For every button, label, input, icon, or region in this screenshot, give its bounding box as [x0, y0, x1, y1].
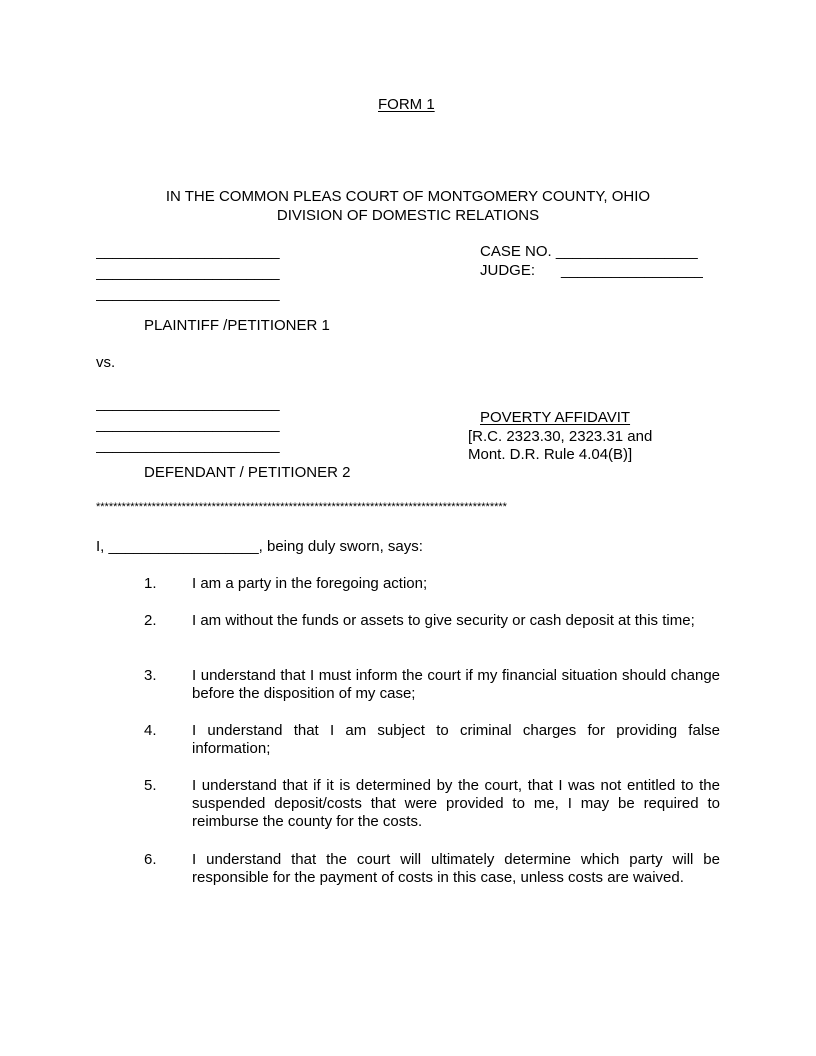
item-text: I am a party in the foregoing action;	[192, 575, 428, 592]
separator-line: ************************************************************************************************	[96, 501, 507, 513]
plaintiff-blank-line-2[interactable]: ______________________	[96, 264, 280, 281]
affidavit-reference-line-1: [R.C. 2323.30, 2323.31 and	[468, 428, 653, 445]
judge-label: JUDGE:	[480, 262, 536, 279]
affidavit-reference-line-2: Mont. D.R. Rule 4.04(B)]	[468, 446, 633, 463]
court-division: DIVISION OF DOMESTIC RELATIONS	[276, 207, 540, 224]
plaintiff-label: PLAINTIFF /PETITIONER 1	[144, 317, 330, 334]
item-number: 2.	[144, 612, 157, 629]
item-text: I understand that I must inform the court if my financial situation should change before the disposition of my case;	[192, 667, 720, 702]
oath-statement: I, __________________, being duly sworn, says:	[96, 538, 423, 555]
defendant-blank-line-3[interactable]: ______________________	[96, 437, 280, 454]
versus-text: vs.	[96, 354, 116, 371]
item-text: I am without the funds or assets to give security or cash deposit at this time;	[192, 612, 695, 629]
case-number-field[interactable]: CASE NO. _________________	[480, 243, 698, 260]
item-number: 3.	[144, 667, 157, 684]
item-number: 1.	[144, 575, 157, 592]
item-number: 4.	[144, 722, 157, 739]
affidavit-title: POVERTY AFFIDAVIT	[480, 409, 631, 426]
item-number: 5.	[144, 777, 157, 794]
court-name: IN THE COMMON PLEAS COURT OF MONTGOMERY COUNTY, OHIO	[165, 188, 651, 205]
item-text: I understand that the court will ultimately determine which party will be responsible for the payment of costs in this case, unless costs are waived.	[192, 851, 720, 886]
plaintiff-blank-line-1[interactable]: ______________________	[96, 243, 280, 260]
item-text: I understand that if it is determined by the court, that I was not entitled to the suspended deposit/costs that were provided to me, I may be required to reimburse the county for the costs.	[192, 777, 720, 830]
form-label: FORM 1	[378, 96, 435, 113]
item-text: I understand that I am subject to criminal charges for providing false information;	[192, 722, 720, 757]
defendant-blank-line-2[interactable]: ______________________	[96, 416, 280, 433]
item-number: 6.	[144, 851, 157, 868]
judge-field[interactable]: _________________	[561, 262, 703, 279]
defendant-label: DEFENDANT / PETITIONER 2	[144, 464, 351, 481]
plaintiff-blank-line-3[interactable]: ______________________	[96, 285, 280, 302]
defendant-blank-line-1[interactable]: ______________________	[96, 395, 280, 412]
